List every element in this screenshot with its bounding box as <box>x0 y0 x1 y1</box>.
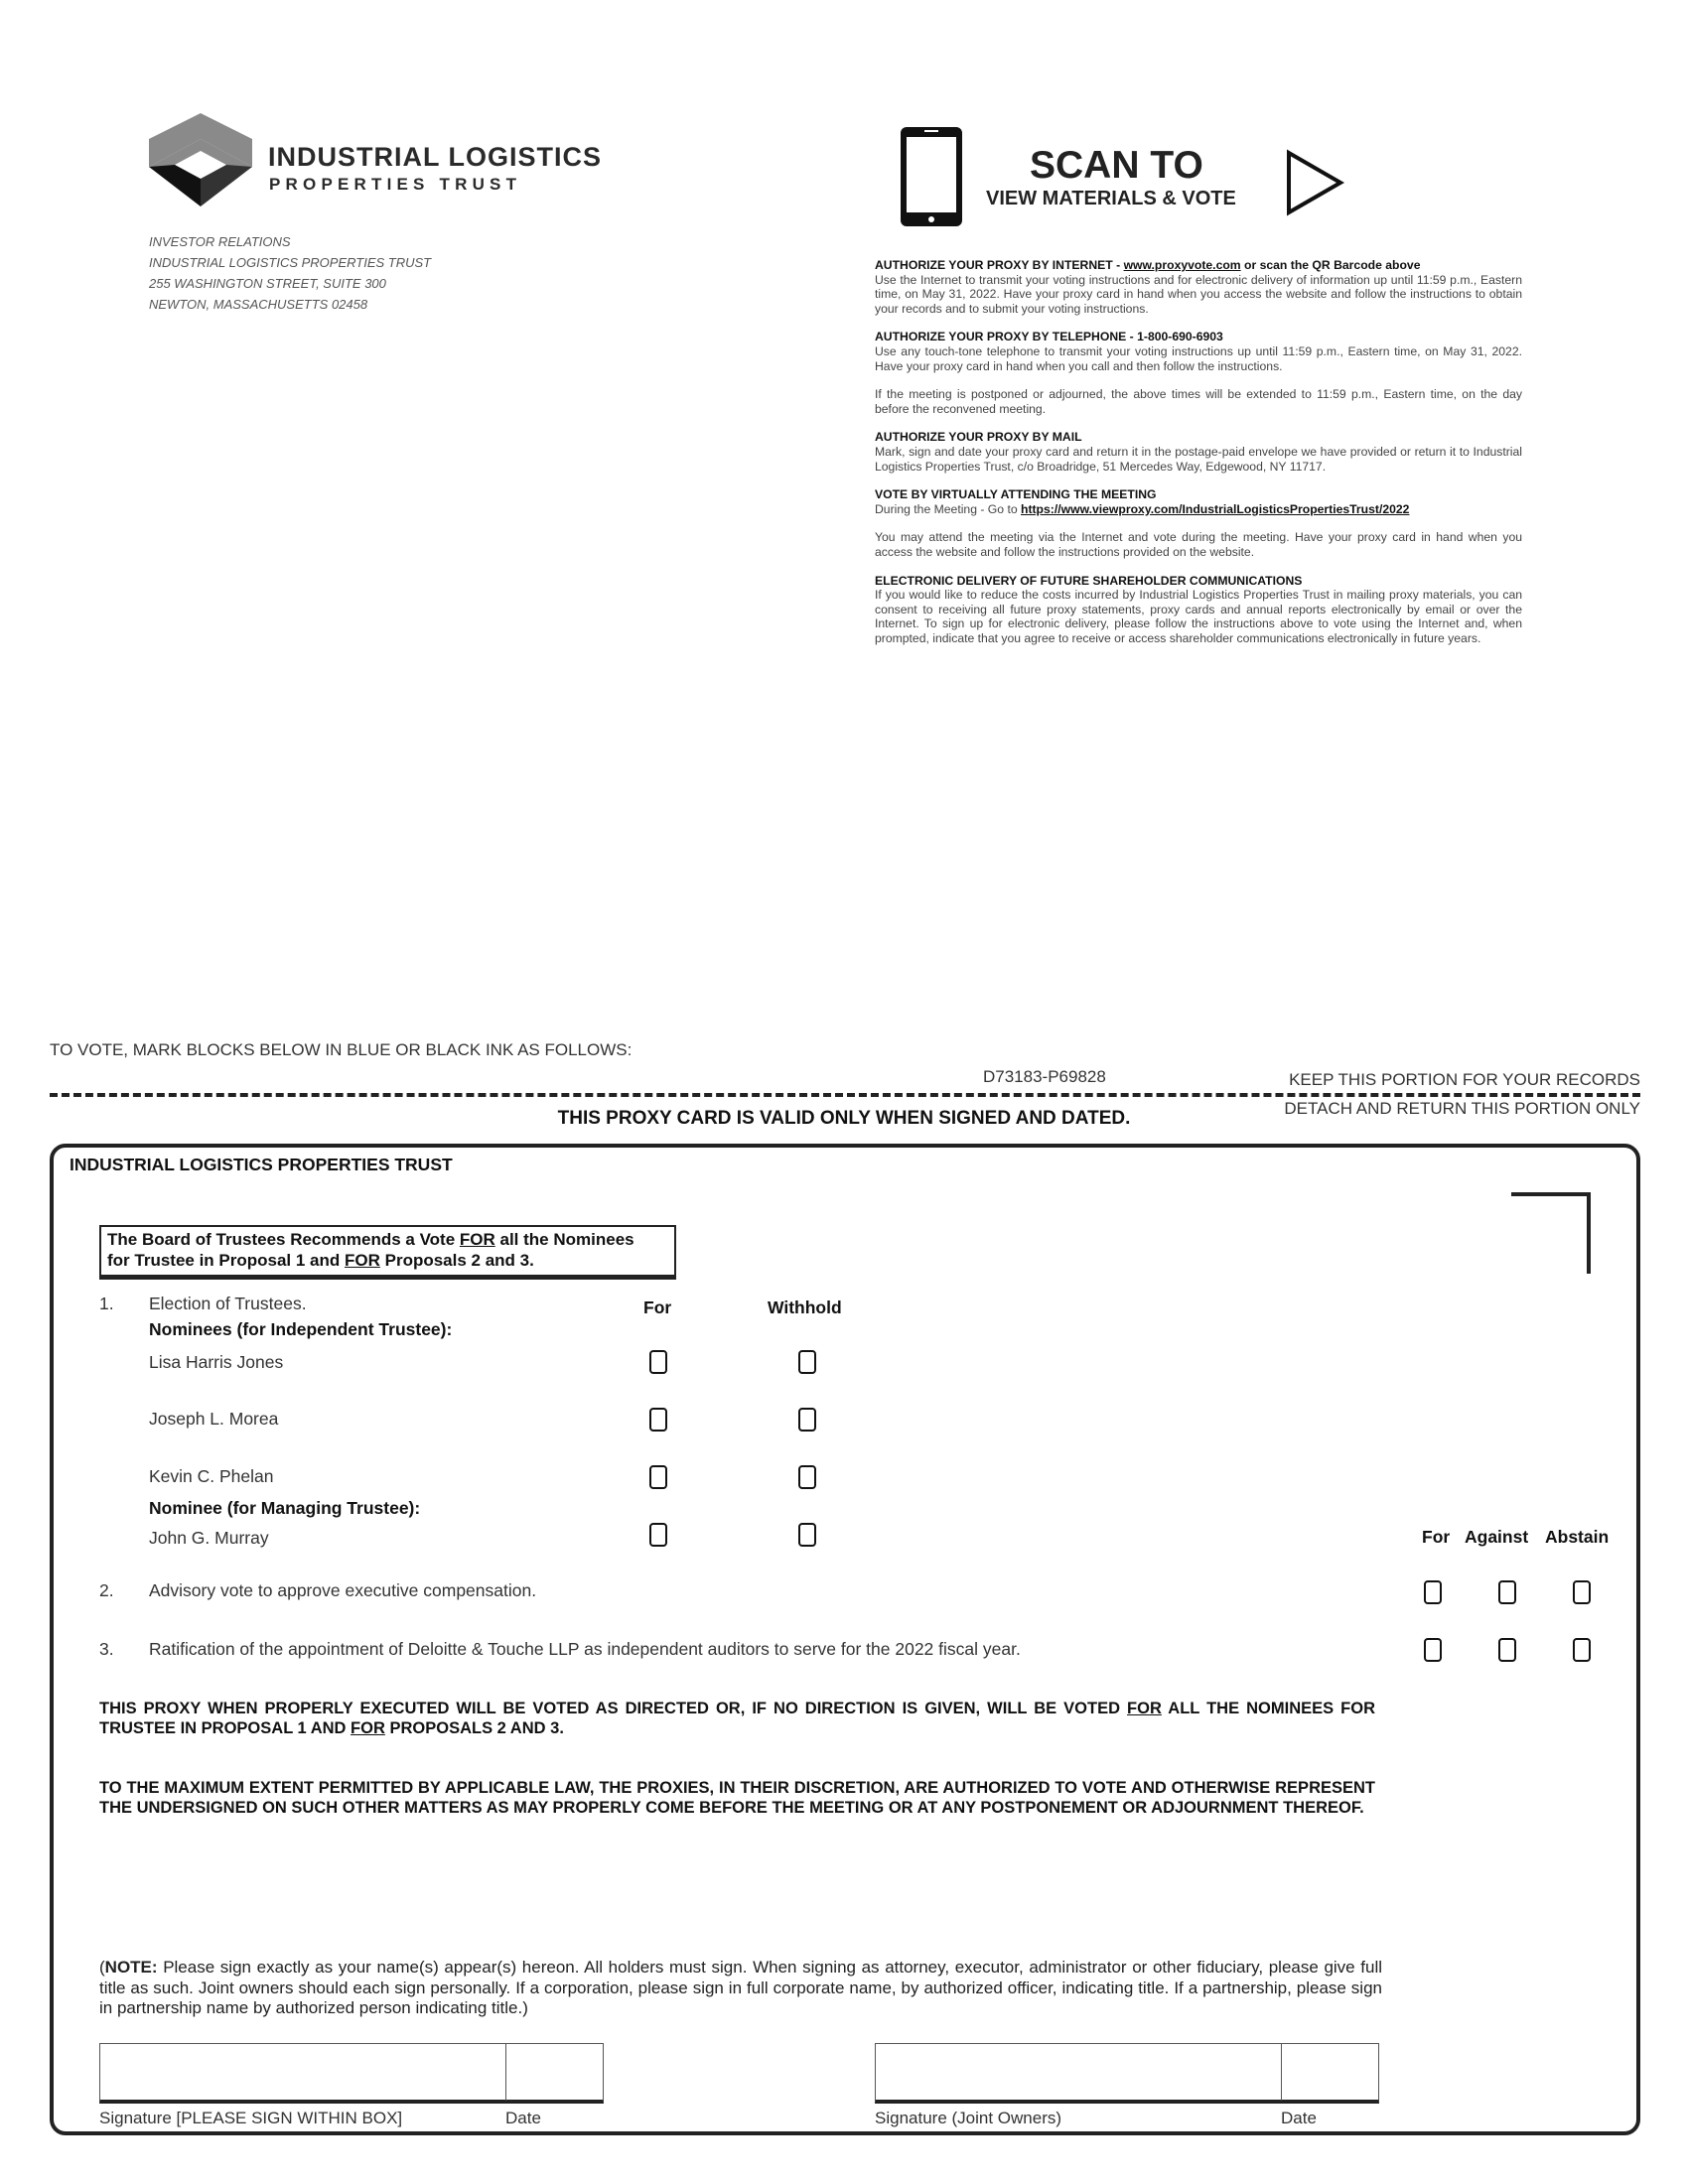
proposal-3-abstain-checkbox[interactable] <box>1573 1638 1591 1662</box>
card-company-name: INDUSTRIAL LOGISTICS PROPERTIES TRUST <box>70 1155 453 1174</box>
edelivery-body: If you would like to reduce the costs incurred by Industrial Logistics Properties Trust in mailing proxy materials, you can consent to receiving all future proxy statements, proxy cards and annual reports electronically by email or over the Internet. To sign up for electronic delivery, please follow the instructions above to vote using the Internet and, when prompted, indicate that you agree to receive or access shareholder communications electronically in future years. <box>875 588 1522 645</box>
discretion-statement: TO THE MAXIMUM EXTENT PERMITTED BY APPLICABLE LAW, THE PROXIES, IN THEIR DISCRETION, ARE AUTHORIZED TO VOTE AND OTHERWISE REPRESENT THE UNDERSIGNED ON SUCH OTHER MATTERS AS MAY PROPERLY COME BEFORE THE MEETING OR AT ANY POSTPONEMENT OR ADJOURNMENT THEREOF. <box>99 1779 1375 1817</box>
nominee-name: Joseph L. Morea <box>149 1409 279 1429</box>
proposal-2-against-checkbox[interactable] <box>1498 1580 1516 1604</box>
phone-body: Use any touch-tone telephone to transmit your voting instructions up until 11:59 p.m., Eastern time, on May 31, 2022. Have your proxy card in hand when you call and then follow the instructions. <box>875 343 1522 373</box>
valid-notice: THIS PROXY CARD IS VALID ONLY WHEN SIGNED AND DATED. <box>557 1108 1131 1129</box>
viewproxy-link[interactable]: https://www.viewproxy.com/IndustrialLogisticsPropertiesTrust/2022 <box>1021 501 1410 516</box>
scan-title: SCAN TO <box>1030 144 1203 187</box>
proposal-3-number: 3. <box>99 1639 114 1659</box>
signing-note: (NOTE: Please sign exactly as your name(s) appear(s) hereon. All holders must sign. When signing as attorney, executor, administrator or other fiduciary, please give full title as such. Joint owners should each sign personally. If a corporation, please sign in full corporate name, by authorized officer, indicating title. If a partnership, please sign in partnership name by authorized person indicating title.) <box>99 1958 1382 2017</box>
nominee-1-for-checkbox[interactable] <box>649 1350 667 1374</box>
column-for: For <box>1422 1527 1451 1547</box>
nominee-4-withhold-checkbox[interactable] <box>798 1523 816 1547</box>
proposal-1-label: Election of Trustees. <box>149 1294 307 1313</box>
joint-signature-box[interactable] <box>875 2043 1379 2104</box>
signature-label: Signature [PLEASE SIGN WITHIN BOX] <box>99 2109 403 2127</box>
scan-subtitle: VIEW MATERIALS & VOTE <box>986 188 1236 209</box>
joint-signature-date-divider <box>1281 2043 1282 2101</box>
proposal-1-number: 1. <box>99 1294 114 1313</box>
control-code: D73183-P69828 <box>983 1067 1106 1086</box>
address-line: INDUSTRIAL LOGISTICS PROPERTIES TRUST <box>149 255 432 270</box>
play-arrow-icon <box>1285 149 1346 216</box>
smartphone-icon <box>899 125 964 228</box>
proposal-2-number: 2. <box>99 1580 114 1600</box>
proposal-3-for-checkbox[interactable] <box>1424 1638 1442 1662</box>
nominee-1-withhold-checkbox[interactable] <box>798 1350 816 1374</box>
nominee-2-for-checkbox[interactable] <box>649 1408 667 1432</box>
address-line: INVESTOR RELATIONS <box>149 234 291 249</box>
nominee-name: John G. Murray <box>149 1528 269 1548</box>
proposal-2-label: Advisory vote to approve executive compensation. <box>149 1580 537 1600</box>
proposal-3-label: Ratification of the appointment of Deloitte & Touche LLP as independent auditors to serve for the 2022 fiscal year. <box>149 1639 1021 1659</box>
nominee-name: Kevin C. Phelan <box>149 1466 274 1486</box>
logo-subtitle: PROPERTIES TRUST <box>269 175 522 194</box>
column-abstain: Abstain <box>1545 1527 1610 1547</box>
signature-box[interactable] <box>99 2043 604 2104</box>
keep-portion-label: KEEP THIS PORTION FOR YOUR RECORDS <box>1289 1070 1640 1089</box>
proposal-3-against-checkbox[interactable] <box>1498 1638 1516 1662</box>
nominee-3-withhold-checkbox[interactable] <box>798 1465 816 1489</box>
managing-nominee-heading: Nominee (for Managing Trustee): <box>149 1498 421 1518</box>
signature-date-divider <box>505 2043 506 2101</box>
detach-line <box>50 1093 1640 1097</box>
internet-title: AUTHORIZE YOUR PROXY BY INTERNET - www.proxyvote.com or scan the QR Barcode above <box>875 258 1421 272</box>
joint-signature-label: Signature (Joint Owners) <box>875 2109 1062 2127</box>
column-against: Against <box>1465 1527 1529 1547</box>
proxyvote-link[interactable]: www.proxyvote.com <box>1123 258 1241 272</box>
nominee-4-for-checkbox[interactable] <box>649 1523 667 1547</box>
date-label: Date <box>505 2109 541 2127</box>
registration-corner-mark <box>1511 1192 1591 1274</box>
nominee-name: Lisa Harris Jones <box>149 1352 284 1372</box>
detach-portion-label: DETACH AND RETURN THIS PORTION ONLY <box>1284 1099 1640 1118</box>
mail-title: AUTHORIZE YOUR PROXY BY MAIL <box>875 430 1082 445</box>
virtual-link-line: During the Meeting - Go to https://www.viewproxy.com/IndustrialLogisticsPropertiesTrust/2022 <box>875 501 1410 516</box>
company-logo-icon <box>149 113 252 206</box>
virtual-body: You may attend the meeting via the Internet and vote during the meeting. Have your proxy card in hand when you access the website and follow the instructions provided on the website. <box>875 530 1522 559</box>
joint-date-label: Date <box>1281 2109 1317 2127</box>
postponed-body: If the meeting is postponed or adjourned, the above times will be extended to 11:59 p.m., Eastern time, on the day before the reconvened meeting. <box>875 387 1522 416</box>
column-withhold: Withhold <box>768 1297 842 1317</box>
nominee-2-withhold-checkbox[interactable] <box>798 1408 816 1432</box>
edelivery-title: ELECTRONIC DELIVERY OF FUTURE SHAREHOLDER COMMUNICATIONS <box>875 573 1303 588</box>
phone-title: AUTHORIZE YOUR PROXY BY TELEPHONE - 1-800-690-6903 <box>875 330 1223 344</box>
column-for: For <box>643 1297 672 1317</box>
voting-instructions <box>875 258 1522 659</box>
mark-instructions: TO VOTE, MARK BLOCKS BELOW IN BLUE OR BLACK INK AS FOLLOWS: <box>50 1040 633 1059</box>
nominee-3-for-checkbox[interactable] <box>649 1465 667 1489</box>
proposal-2-abstain-checkbox[interactable] <box>1573 1580 1591 1604</box>
address-line: 255 WASHINGTON STREET, SUITE 300 <box>149 276 386 291</box>
board-recommendation: The Board of Trustees Recommends a Vote FOR all the Nominees for Trustee in Proposal 1 and FOR Proposals 2 and 3. <box>99 1225 676 1280</box>
internet-body: Use the Internet to transmit your voting instructions and for electronic delivery of information up until 11:59 p.m., Eastern time, on May 31, 2022. Have your proxy card in hand when you access the website and follow the instructions to obtain your records and to submit your voting instructions. <box>875 272 1522 316</box>
mail-body: Mark, sign and date your proxy card and return it in the postage-paid envelope we have provided or return it to Industrial Logistics Properties Trust, c/o Broadridge, 51 Mercedes Way, Edgewood, NY 11717. <box>875 444 1522 474</box>
address-line: NEWTON, MASSACHUSETTS 02458 <box>149 297 368 312</box>
logo-title: INDUSTRIAL LOGISTICS <box>268 142 603 172</box>
proposal-2-for-checkbox[interactable] <box>1424 1580 1442 1604</box>
default-vote-statement: THIS PROXY WHEN PROPERLY EXECUTED WILL BE VOTED AS DIRECTED OR, IF NO DIRECTION IS GIVEN, WILL BE VOTED FOR ALL THE NOMINEES FOR TRUSTEE IN PROPOSAL 1 AND FOR PROPOSALS 2 AND 3. <box>99 1700 1375 1737</box>
independent-nominees-heading: Nominees (for Independent Trustee): <box>149 1319 453 1339</box>
virtual-title: VOTE BY VIRTUALLY ATTENDING THE MEETING <box>875 487 1157 502</box>
